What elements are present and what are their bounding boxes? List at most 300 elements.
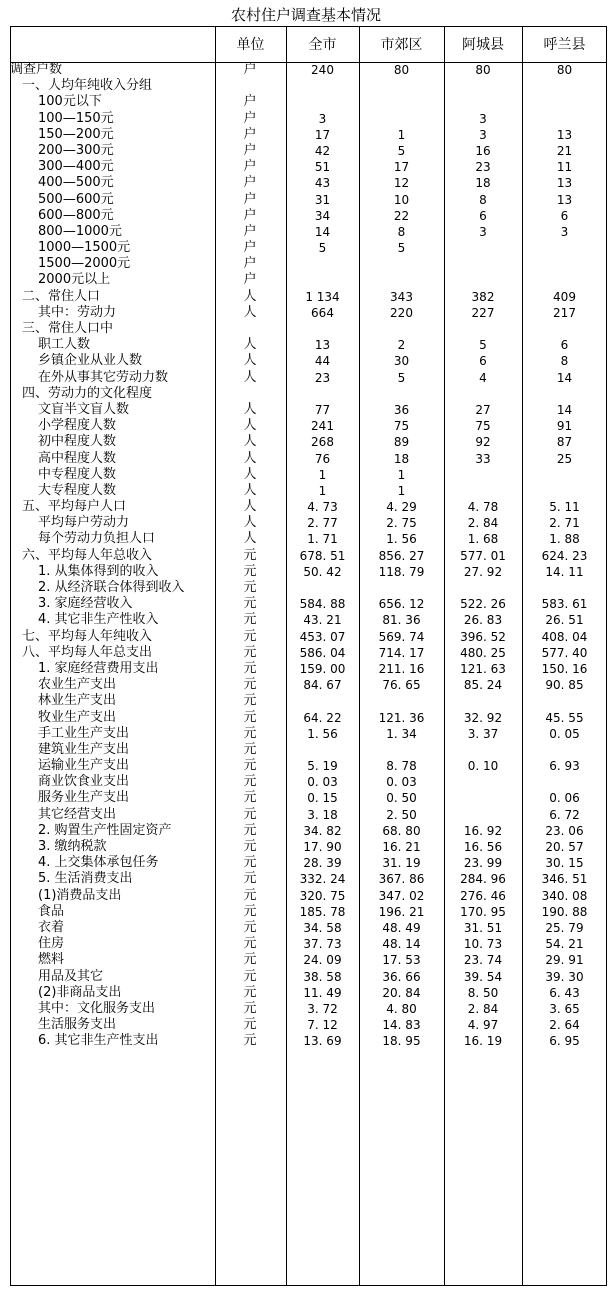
row-value: 8	[560, 354, 569, 369]
row-label: 用品及其它	[38, 968, 104, 984]
row-value: 13	[556, 192, 573, 207]
table-row	[10, 888, 607, 904]
row-unit: 元	[243, 968, 257, 984]
row-label: 其它经营支出	[38, 806, 117, 822]
row-value: 656. 12	[378, 597, 425, 612]
row-unit: 元	[243, 984, 257, 1000]
row-label: 其中：劳动力	[38, 304, 117, 320]
row-value: 32. 92	[463, 710, 503, 725]
row-value: 0. 03	[386, 775, 417, 790]
row-value: 26. 51	[545, 613, 584, 628]
table-row	[10, 434, 607, 450]
row-label: 二、常住人口	[22, 288, 101, 304]
row-label: 燃料	[38, 952, 65, 968]
row-value: 89	[393, 435, 410, 450]
row-value: 85. 24	[463, 678, 503, 693]
row-value: 1	[318, 483, 327, 498]
row-value: 39. 54	[463, 969, 503, 984]
table-row	[10, 337, 607, 353]
table-row	[10, 774, 607, 790]
row-unit: 元	[243, 1000, 257, 1016]
row-value: 3. 37	[467, 726, 499, 741]
row-value: 2. 84	[467, 516, 499, 531]
row-value: 8	[397, 224, 406, 239]
row-value: 121. 63	[460, 661, 506, 676]
row-value: 0. 03	[307, 775, 338, 790]
table-row	[10, 823, 607, 839]
row-value: 38. 58	[303, 969, 342, 984]
row-value: 18	[475, 176, 491, 191]
row-value: 3	[318, 111, 327, 126]
row-value: 408. 04	[541, 629, 588, 644]
table-row	[10, 240, 607, 256]
table-row	[10, 952, 607, 968]
table-row	[10, 531, 607, 547]
row-value: 10	[393, 192, 410, 207]
table-row	[10, 758, 607, 774]
row-value: 1	[397, 127, 406, 142]
header-suburb: 市郊区	[380, 37, 423, 53]
row-value: 25	[556, 451, 573, 466]
table-row	[10, 224, 607, 240]
row-value: 1. 68	[467, 532, 499, 547]
row-value: 159. 00	[299, 661, 346, 676]
table-row	[10, 839, 607, 855]
table-row	[10, 807, 607, 823]
row-unit: 户	[243, 62, 257, 77]
table-row	[10, 353, 607, 369]
row-unit: 人	[243, 353, 257, 369]
table-row	[10, 159, 607, 175]
row-value: 8. 78	[386, 759, 417, 774]
row-unit: 元	[243, 612, 257, 628]
row-value: 50. 42	[303, 564, 342, 579]
row-value: 343	[390, 289, 413, 304]
row-value: 13	[556, 176, 573, 191]
row-unit: 户	[243, 223, 257, 239]
row-value: 382	[471, 289, 495, 304]
row-value: 11	[556, 160, 573, 175]
row-value: 5	[479, 338, 487, 353]
row-unit: 元	[243, 871, 257, 887]
row-unit: 元	[243, 952, 257, 968]
row-value: 4	[479, 370, 487, 385]
row-unit: 人	[243, 337, 257, 353]
row-value: 1. 71	[307, 532, 338, 547]
row-value: 80	[556, 63, 573, 77]
row-value: 76. 65	[382, 678, 421, 693]
row-value: 17. 90	[303, 840, 342, 854]
row-unit: 元	[243, 919, 257, 935]
row-label: 800—1000元	[38, 223, 122, 239]
table-row	[10, 370, 607, 386]
row-value: 23. 74	[463, 953, 503, 968]
row-label: 500—600元	[38, 191, 114, 207]
row-label: 6. 其它非生产性支出	[38, 1033, 159, 1049]
row-value: 81. 36	[382, 613, 421, 628]
row-value: 64. 22	[303, 710, 342, 725]
row-label: 五、平均每户人口	[22, 499, 127, 515]
row-label: 食品	[38, 903, 65, 919]
row-unit: 人	[243, 499, 257, 515]
table-row	[10, 969, 607, 985]
row-value: 4. 73	[307, 500, 338, 515]
row-label: 文盲半文盲人数	[38, 401, 130, 417]
row-label: 平均每户劳动力	[38, 515, 130, 531]
table-row	[10, 499, 607, 515]
table-title: 农村住户调查基本情况	[230, 6, 381, 24]
row-unit: 人	[243, 515, 257, 531]
row-unit: 元	[243, 790, 257, 806]
row-value: 4. 78	[467, 500, 499, 515]
table-row	[10, 1017, 607, 1033]
row-value: 80	[393, 63, 410, 77]
row-value: 624. 23	[541, 548, 588, 563]
table-row	[10, 483, 607, 499]
row-value: 2. 64	[549, 1018, 580, 1033]
row-label: 600—800元	[38, 207, 114, 223]
row-value: 16. 56	[463, 840, 503, 854]
row-label: 服务业生产支出	[38, 790, 130, 806]
row-value: 54. 21	[545, 937, 584, 952]
row-label: 住房	[38, 936, 65, 952]
row-value: 16. 92	[463, 823, 503, 838]
row-value: 6. 43	[549, 985, 580, 1000]
row-value: 68. 80	[382, 823, 421, 838]
table-row	[10, 256, 607, 272]
row-value: 347. 02	[378, 888, 425, 903]
row-value: 569. 74	[378, 629, 425, 644]
row-value: 13	[556, 127, 573, 142]
row-label: 牧业生产支出	[38, 709, 117, 725]
row-label: 乡镇企业从业人数	[38, 353, 143, 369]
table-row	[10, 985, 607, 1001]
row-value: 31. 19	[382, 856, 421, 871]
row-value: 3	[479, 224, 487, 239]
row-value: 320. 75	[299, 888, 346, 903]
row-value: 346. 51	[541, 872, 588, 887]
table-row	[10, 1033, 607, 1049]
row-value: 29. 91	[545, 953, 584, 968]
row-value: 0. 10	[467, 759, 499, 774]
table-row	[10, 143, 607, 159]
table-row	[10, 661, 607, 677]
row-value: 217	[553, 305, 576, 320]
row-value: 340. 08	[541, 888, 588, 903]
row-value: 33	[475, 451, 491, 466]
row-label: 四、劳动力的文化程度	[22, 385, 153, 401]
row-unit: 人	[243, 401, 257, 417]
row-value: 5	[397, 241, 406, 256]
row-value: 211. 16	[378, 661, 425, 676]
row-label: 300—400元	[38, 159, 114, 175]
row-unit: 元	[243, 693, 257, 709]
row-value: 87	[556, 435, 573, 450]
row-unit: 元	[243, 741, 257, 757]
row-label: 运输业生产支出	[38, 758, 130, 774]
header-acheng: 阿城县	[462, 37, 504, 53]
row-value: 3. 18	[307, 807, 338, 822]
row-value: 121. 36	[378, 710, 425, 725]
row-value: 6	[479, 208, 487, 223]
row-value: 37. 73	[303, 937, 342, 952]
row-label: (1)消费品支出	[38, 887, 122, 903]
row-label: 高中程度人数	[38, 450, 117, 466]
row-value: 5. 19	[307, 759, 338, 774]
row-unit: 元	[243, 887, 257, 903]
row-value: 10. 73	[463, 937, 503, 952]
row-value: 4. 80	[386, 1001, 417, 1016]
row-value: 14. 11	[545, 564, 584, 579]
row-label: 生活服务支出	[38, 1017, 117, 1033]
row-value: 284. 96	[460, 872, 506, 887]
row-unit: 元	[243, 725, 257, 741]
table-row	[10, 127, 607, 143]
row-unit: 人	[243, 288, 257, 304]
row-value: 3	[479, 127, 487, 142]
row-value: 3	[560, 224, 569, 239]
row-value: 39. 30	[545, 969, 584, 984]
table-row	[10, 1001, 607, 1017]
row-value: 44	[314, 354, 331, 369]
row-value: 91	[556, 419, 573, 434]
table-row	[10, 726, 607, 742]
row-label: 3. 家庭经营收入	[38, 596, 133, 612]
row-value: 43. 21	[303, 613, 342, 628]
row-label: 200—300元	[38, 142, 114, 158]
table-row	[10, 629, 607, 645]
row-label: 初中程度人数	[38, 434, 117, 450]
row-value: 453. 07	[299, 629, 346, 644]
row-value: 16. 19	[463, 1034, 503, 1049]
row-value: 4. 97	[467, 1018, 499, 1033]
table-row	[10, 175, 607, 191]
row-unit: 元	[243, 660, 257, 676]
row-value: 240	[311, 63, 334, 77]
table-row	[10, 645, 607, 661]
row-value: 856. 27	[378, 548, 425, 563]
table-row	[10, 208, 607, 224]
row-label: 2. 从经济联合体得到收入	[38, 580, 185, 595]
table-row	[10, 451, 607, 467]
row-value: 0. 05	[549, 726, 580, 741]
row-value: 20. 84	[382, 985, 421, 1000]
row-value: 522. 26	[460, 597, 506, 612]
row-label: 商业饮食业支出	[38, 774, 130, 790]
row-value: 2. 84	[467, 1001, 499, 1016]
row-label: 2000元以上	[38, 272, 111, 288]
row-label: 1. 家庭经营费用支出	[38, 660, 159, 676]
row-value: 586. 04	[299, 645, 346, 660]
table-row	[10, 94, 607, 110]
row-label: 4. 上交集体承包任务	[38, 855, 159, 871]
row-unit: 人	[243, 450, 257, 466]
table-row	[10, 742, 607, 758]
row-value: 42	[314, 143, 331, 158]
row-value: 17	[314, 127, 331, 142]
row-value: 583. 61	[541, 597, 588, 612]
row-value: 34	[314, 208, 331, 223]
row-unit: 元	[243, 1017, 257, 1033]
row-value: 31. 51	[463, 920, 503, 935]
row-label: 3. 缴纳税款	[38, 839, 107, 854]
row-value: 22	[393, 208, 410, 223]
row-value: 17. 53	[382, 953, 421, 968]
row-label: 衣着	[38, 919, 65, 935]
row-unit: 户	[243, 94, 257, 110]
row-label: 建筑业生产支出	[38, 741, 130, 757]
row-value: 2. 50	[386, 807, 417, 822]
table-row	[10, 548, 607, 564]
row-value: 8. 50	[467, 985, 499, 1000]
row-value: 34. 82	[303, 823, 342, 838]
row-value: 2	[397, 338, 406, 353]
row-label: 5. 生活消费支出	[38, 871, 133, 887]
table-row	[10, 693, 607, 709]
row-value: 18. 95	[382, 1034, 421, 1049]
row-value: 118. 79	[378, 564, 425, 579]
row-value: 185. 78	[299, 904, 346, 919]
row-label: 手工业生产支出	[38, 725, 130, 741]
row-unit: 元	[243, 855, 257, 871]
row-value: 150. 16	[541, 661, 588, 676]
row-unit: 元	[243, 806, 257, 822]
row-unit: 元	[243, 644, 257, 660]
row-value: 80	[475, 63, 491, 77]
row-value: 6. 72	[549, 807, 580, 822]
row-label: 4. 其它非生产性收入	[38, 612, 159, 628]
row-value: 84. 67	[303, 678, 342, 693]
row-value: 170. 95	[460, 904, 506, 919]
row-value: 12	[393, 176, 410, 191]
table-row	[10, 62, 607, 78]
row-value: 23	[314, 370, 331, 385]
row-value: 75	[393, 419, 410, 434]
row-value: 332. 24	[299, 872, 346, 887]
row-unit: 户	[243, 240, 257, 256]
table-row	[10, 111, 607, 127]
row-unit: 人	[243, 418, 257, 434]
row-label: 八、平均每人年总支出	[22, 644, 153, 660]
row-unit: 户	[243, 272, 257, 288]
row-unit: 户	[243, 191, 257, 207]
row-value: 28. 39	[303, 856, 342, 871]
row-value: 678. 51	[299, 548, 346, 563]
row-value: 3. 72	[307, 1001, 338, 1016]
row-value: 241	[311, 419, 334, 434]
row-value: 75	[475, 419, 491, 434]
row-unit: 元	[243, 839, 257, 854]
table-row	[10, 305, 607, 321]
row-unit: 元	[243, 822, 257, 838]
row-value: 14	[556, 402, 573, 417]
header-unit: 单位	[236, 37, 265, 53]
row-value: 196. 21	[378, 904, 425, 919]
row-value: 13	[314, 338, 331, 353]
row-unit: 人	[243, 369, 257, 385]
row-value: 2. 71	[549, 516, 580, 531]
header-hulan: 呼兰县	[543, 37, 586, 53]
row-value: 1. 56	[386, 532, 417, 547]
row-value: 36. 66	[382, 969, 421, 984]
row-value: 577. 01	[460, 548, 506, 563]
row-value: 6. 95	[549, 1034, 580, 1049]
row-unit: 元	[243, 903, 257, 919]
row-value: 90. 85	[545, 678, 584, 693]
row-unit: 元	[243, 774, 257, 790]
row-value: 480. 25	[460, 645, 506, 660]
table-row	[10, 515, 607, 531]
table-body	[10, 62, 607, 1049]
row-value: 14	[314, 224, 331, 239]
row-label: 其中：文化服务支出	[38, 1000, 156, 1016]
row-value: 714. 17	[378, 645, 425, 660]
row-unit: 元	[243, 758, 257, 774]
row-value: 1. 88	[549, 532, 580, 547]
row-value: 76	[314, 451, 331, 466]
row-label: 职工人数	[38, 337, 91, 353]
row-value: 18	[393, 451, 410, 466]
row-value: 13. 69	[303, 1034, 342, 1049]
row-unit: 元	[243, 563, 257, 579]
row-value: 5	[397, 370, 406, 385]
row-value: 36	[393, 402, 410, 417]
row-value: 1. 34	[386, 726, 417, 741]
row-value: 20. 57	[545, 840, 584, 854]
table-row	[10, 272, 607, 288]
row-value: 577. 40	[541, 645, 588, 660]
row-label: 调查户数	[10, 62, 63, 77]
row-value: 8	[479, 192, 487, 207]
row-unit: 元	[243, 936, 257, 952]
row-label: 每个劳动力负担人口	[38, 531, 156, 547]
row-value: 25. 79	[545, 920, 584, 935]
row-unit: 户	[243, 126, 257, 142]
row-value: 5. 11	[549, 500, 580, 515]
row-value: 0. 50	[386, 791, 417, 806]
row-value: 30. 15	[545, 856, 584, 871]
row-value: 5	[397, 143, 406, 158]
row-value: 31	[314, 192, 331, 207]
table-row	[10, 418, 607, 434]
row-value: 43	[314, 176, 331, 191]
row-value: 30	[393, 354, 410, 369]
row-label: 小学程度人数	[38, 418, 117, 434]
row-unit: 人	[243, 531, 257, 547]
row-value: 16	[475, 143, 491, 158]
row-value: 2. 77	[307, 516, 338, 531]
row-value: 45. 55	[545, 710, 584, 725]
row-value: 34. 58	[303, 920, 342, 935]
row-value: 367. 86	[378, 872, 425, 887]
row-value: 23. 99	[463, 856, 503, 871]
row-value: 3	[479, 111, 487, 126]
table-row	[10, 871, 607, 887]
row-value: 1	[397, 467, 406, 482]
row-label: 七、平均每人年纯收入	[22, 628, 153, 644]
table-row	[10, 596, 607, 612]
row-value: 190. 88	[541, 904, 588, 919]
table-row	[10, 467, 607, 483]
row-unit: 户	[243, 110, 257, 126]
row-value: 17	[393, 160, 410, 175]
row-value: 6. 93	[549, 759, 580, 774]
row-value: 0. 06	[549, 791, 580, 806]
row-unit: 元	[243, 596, 257, 612]
row-value: 6	[560, 338, 569, 353]
table-row	[10, 904, 607, 920]
table-row	[10, 321, 607, 337]
